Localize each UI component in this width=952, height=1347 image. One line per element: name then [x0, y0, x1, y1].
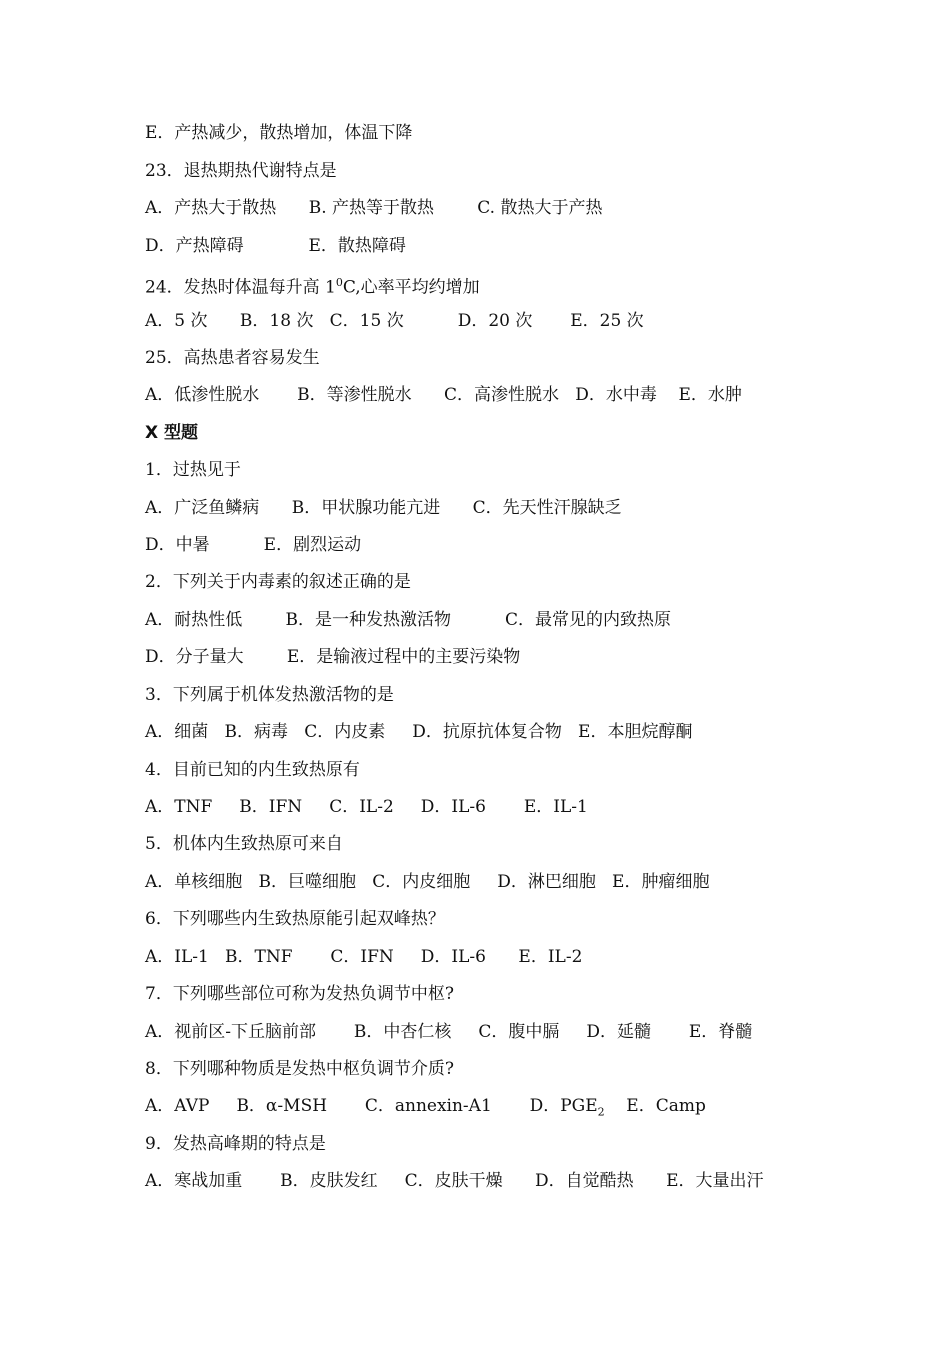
q25-options: A．低渗性脱水 B．等渗性脱水 C．高渗性脱水 D．水中毒 E．水肿 — [145, 385, 742, 405]
x4-stem: 4．目前已知的内生致热原有 — [145, 760, 360, 780]
q22-option-e: E．产热减少，散热增加，体温下降 — [145, 123, 413, 143]
x1-stem: 1．过热见于 — [145, 460, 241, 480]
q23-options-abc: A．产热大于散热 B. 产热等于散热 C. 散热大于产热 — [145, 198, 603, 218]
x1-options-abc: A．广泛鱼鳞病 B．甲状腺功能亢进 C．先天性汗腺缺乏 — [145, 498, 622, 518]
x5-options: A．单核细胞 B．巨噬细胞 C．内皮细胞 D．淋巴细胞 E．肿瘤细胞 — [145, 872, 710, 892]
x3-options: A．细菌 B．病毒 C．内皮素 D．抗原抗体复合物 E．本胆烷醇酮 — [145, 722, 693, 742]
x5-stem: 5．机体内生致热原可来自 — [145, 834, 343, 854]
x9-options: A．寒战加重 B．皮肤发红 C．皮肤干燥 D．自觉酷热 E．大量出汗 — [145, 1171, 764, 1191]
x1-options-de: D．中暑 E．剧烈运动 — [145, 535, 362, 555]
x3-stem: 3．下列属于机体发热激活物的是 — [145, 685, 394, 705]
q24-options: A．5 次 B．18 次 C．15 次 D．20 次 E．25 次 — [145, 311, 644, 331]
q23-stem: 23．退热期热代谢特点是 — [145, 161, 337, 181]
x2-stem: 2．下列关于内毒素的叙述正确的是 — [145, 572, 411, 592]
x2-options-abc: A．耐热性低 B．是一种发热激活物 C．最常见的内致热原 — [145, 610, 672, 630]
x8-stem: 8．下列哪种物质是发热中枢负调节介质? — [145, 1059, 454, 1079]
q23-options-de: D．产热障碍 E．散热障碍 — [145, 236, 406, 256]
x9-stem: 9．发热高峰期的特点是 — [145, 1134, 326, 1154]
x6-stem: 6．下列哪些内生致热原能引起双峰热？ — [145, 909, 445, 929]
x4-options: A．TNF B．IFN C．IL-2 D．IL-6 E．IL-1 — [145, 797, 588, 817]
q24-stem: 24．发热时体温每升高 $1^0C$,心率平均约增加 — [145, 276, 480, 298]
x7-options: A．视前区-下丘脑前部 B．中杏仁核 C．腹中膈 D．延髓 E．脊髓 — [145, 1022, 753, 1042]
x2-options-de: D．分子量大 E．是输液过程中的主要污染物 — [145, 647, 521, 667]
x6-options: A．IL-1 B．TNF C．IFN D．IL-6 E．IL-2 — [145, 947, 583, 967]
x7-stem: 7．下列哪些部位可称为发热负调节中枢? — [145, 984, 454, 1004]
section-heading-x-type: X 型题 — [145, 423, 199, 443]
q25-stem: 25．高热患者容易发生 — [145, 348, 320, 368]
x8-options: A．AVP B．α-MSH C．annexin-A1 D．$PGE_2$ E．Camp — [145, 1096, 706, 1119]
